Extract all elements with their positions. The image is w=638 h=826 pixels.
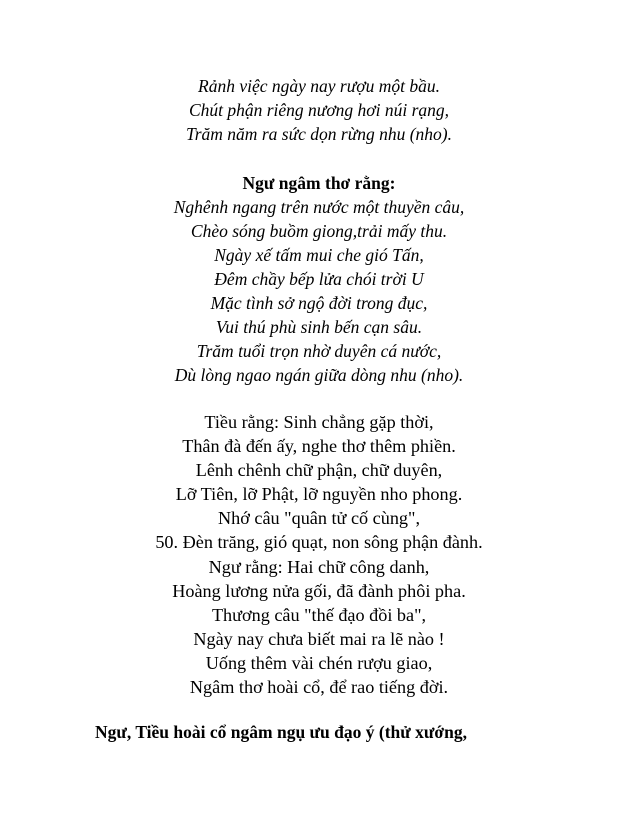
verse-line: 50. Đèn trăng, gió quạt, non sông phận đành.: [155, 532, 483, 553]
stanza-opening: [0, 74, 638, 146]
verse-line: Rảnh việc ngày nay rượu một bầu.: [198, 76, 440, 96]
verse-line: Đêm chầy bếp lửa chói trời U: [214, 269, 424, 289]
verse-line: Trăm tuổi trọn nhờ duyên cá nước,: [196, 341, 442, 361]
closing-heading: Ngư, Tiều hoài cổ ngâm ngụ ưu đạo ý (thử xướng,: [95, 722, 467, 742]
verse-line: Chút phận riêng nương hơi núi rạng,: [188, 100, 450, 120]
verse-line: Tiều rằng: Sinh chẳng gặp thời,: [204, 412, 434, 432]
verse-line: Lỡ Tiên, lỡ Phật, lỡ nguyền nho phong.: [175, 484, 463, 505]
verse-line: Trăm năm ra sức dọn rừng nhu (nho).: [185, 124, 453, 144]
stanza-ngu-poem: [0, 171, 638, 387]
stanza-dialogue: [0, 410, 638, 699]
verse-line: Uống thêm vài chén rượu giao,: [205, 652, 433, 673]
verse-line: Nhớ câu "quân tử cố cùng",: [218, 508, 420, 529]
poem-heading: Ngư ngâm thơ rằng:: [242, 173, 396, 193]
verse-line: Ngày nay chưa biết mai ra lẽ nào !: [193, 628, 445, 649]
verse-line: Ngâm thơ hoài cổ, để rao tiếng đời.: [189, 677, 449, 698]
verse-line: Mặc tình sở ngộ đời trong đục,: [210, 293, 428, 313]
verse-line: Thương câu "thế đạo đồi ba",: [211, 604, 427, 625]
verse-line: Dù lòng ngao ngán giữa dòng nhu (nho).: [174, 365, 464, 385]
verse-line: Thân đà đến ấy, nghe thơ thêm phiền.: [182, 436, 456, 457]
verse-line: Chèo sóng buồm giong,trải mấy thu.: [190, 221, 448, 241]
verse-line: Hoàng lương nửa gối, đã đành phôi pha.: [172, 580, 466, 601]
verse-line: Vui thú phù sinh bến cạn sâu.: [215, 317, 423, 337]
verse-line: Ngư rằng: Hai chữ công danh,: [208, 556, 430, 577]
verse-line: Nghênh ngang trên nước một thuyền câu,: [173, 197, 465, 217]
verse-line: Ngày xế tấm mui che gió Tấn,: [214, 245, 424, 265]
verse-line: Lênh chênh chữ phận, chữ duyên,: [195, 460, 443, 481]
